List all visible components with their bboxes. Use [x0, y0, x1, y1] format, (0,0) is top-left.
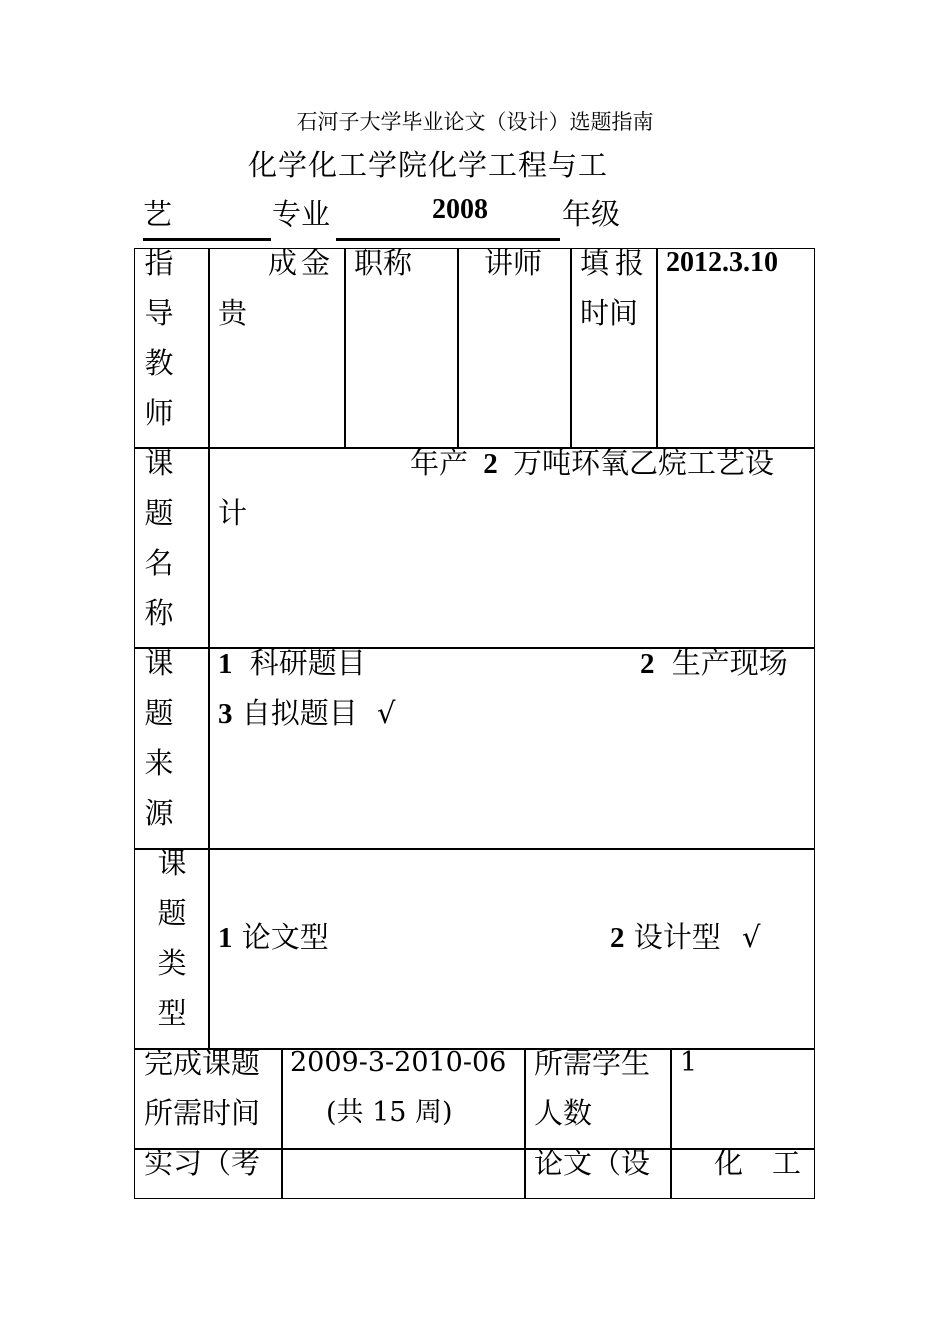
check-mark-icon: √ — [376, 696, 396, 730]
column-divider — [344, 248, 346, 447]
duration-value-line1: 2009-3-2010-06 — [290, 1047, 507, 1078]
title-rank-label: 职称 — [354, 246, 413, 280]
students-label-line2: 人数 — [534, 1096, 593, 1130]
advisor-name-line1: 成金 — [268, 246, 335, 280]
thesis-label: 论文（设 — [534, 1146, 651, 1180]
topic-type-label: 课 题 类 型 — [157, 846, 187, 1030]
fill-time-label-line2: 时间 — [580, 296, 639, 330]
column-divider — [570, 248, 572, 447]
grade-label: 年级 — [562, 197, 621, 231]
topic-name-line2: 计 — [218, 496, 248, 530]
thesis-value: 化 工 — [714, 1146, 802, 1180]
duration-value-line2: (共 15 周) — [326, 1097, 453, 1128]
title-rank-value: 讲师 — [484, 246, 543, 280]
row-divider — [134, 848, 815, 850]
internship-label: 实习（考 — [144, 1146, 261, 1180]
column-divider — [457, 248, 459, 447]
topic-name-line1: 年产 2 万吨环氧乙烷工艺设 — [410, 446, 774, 480]
type-option-design: 2 设计型 √ — [610, 920, 761, 954]
topic-name-label: 课 题 名 称 — [144, 446, 174, 630]
type-option-thesis: 1 论文型 — [218, 920, 329, 954]
advisor-label: 指 导 教 师 — [144, 246, 174, 430]
fill-time-label-line1: 填报 — [580, 246, 651, 280]
column-divider — [656, 248, 658, 447]
grade-year: 2008 — [432, 194, 488, 225]
document-title: 石河子大学毕业论文（设计）选题指南 — [296, 110, 654, 134]
duration-label-line1: 完成课题 — [144, 1046, 261, 1080]
fill-time-value: 2012.3.10 — [666, 247, 778, 278]
department-line: 化学化工学院化学工程与工 — [248, 148, 609, 182]
students-value: 1 — [680, 1047, 698, 1078]
students-label-line1: 所需学生 — [534, 1046, 651, 1080]
column-divider — [670, 1048, 672, 1199]
major-tail-text: 艺 — [143, 197, 173, 231]
source-option-research: 1 科研题目 — [218, 646, 366, 680]
topic-source-label: 课 题 来 源 — [144, 646, 174, 830]
duration-label-line2: 所需时间 — [144, 1096, 261, 1130]
column-divider — [524, 1048, 526, 1199]
source-option-production: 2 生产现场 — [640, 646, 788, 680]
source-option-self-proposed: 3 自拟题目 √ — [218, 696, 396, 730]
column-divider — [208, 248, 210, 1048]
advisor-name-line2: 贵 — [218, 296, 248, 330]
column-divider — [281, 1048, 283, 1199]
major-label: 专业 — [272, 197, 331, 231]
check-mark-icon: √ — [741, 920, 761, 954]
